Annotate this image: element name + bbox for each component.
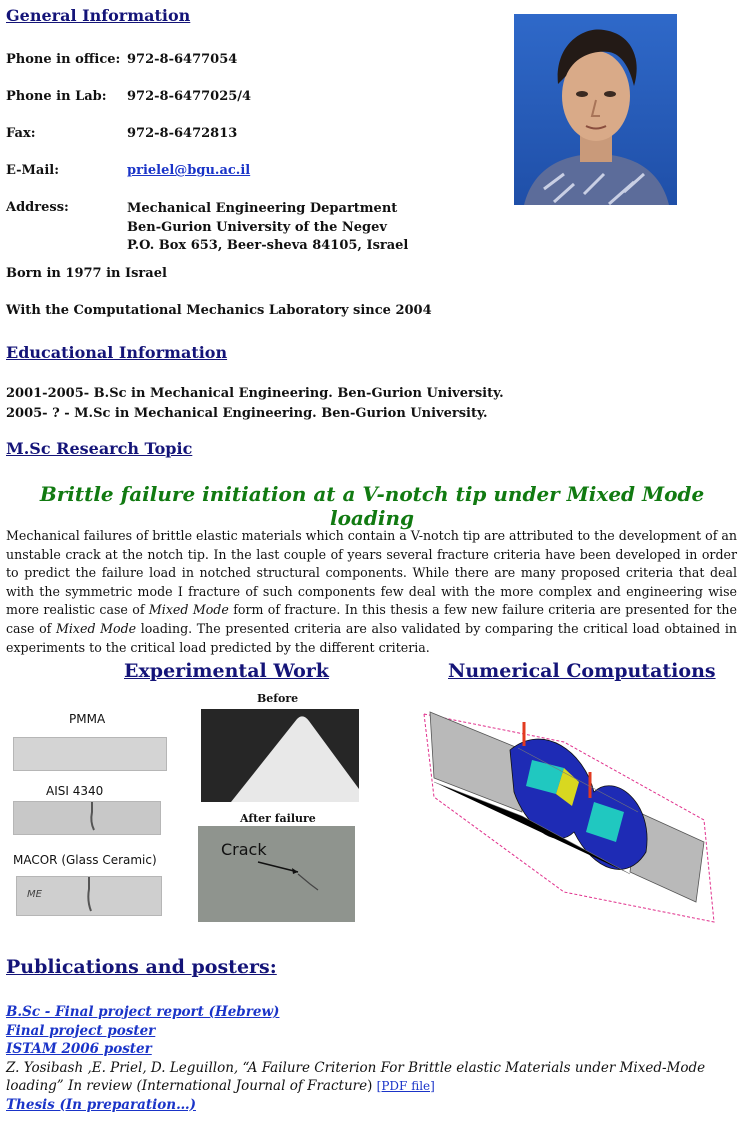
sample-label-aisi: AISI 4340 bbox=[46, 784, 104, 798]
phone-lab-label: Phone in Lab: bbox=[6, 89, 107, 104]
paper-citation bbox=[6, 1059, 736, 1096]
address-block bbox=[127, 200, 408, 256]
phone-office-label: Phone in office: bbox=[6, 52, 121, 67]
fax-value: 972-8-6472813 bbox=[127, 126, 238, 141]
education-line-1: 2001-2005- B.Sc in Mechanical Engineering. Ben-Gurion University. bbox=[6, 386, 504, 401]
before-label: Before bbox=[257, 692, 299, 705]
after-failure-label: After failure bbox=[240, 812, 316, 825]
macor-specimen-image bbox=[16, 876, 162, 916]
experimental-heading: Experimental Work bbox=[124, 660, 329, 682]
education-line-2: 2005- ? - M.Sc in Mechanical Engineering. Ben-Gurion University. bbox=[6, 406, 488, 421]
abstract-part-1: Mechanical failures of brittle elastic materials which contain a V-notch tip are attributed to the development of an unstable crack at the notch tip. In the last couple of years several fracture criteria have been developed in order to predict the failure load in notched structural components. While there are many proposed criteria that deal with the symmetric mode I fracture of such components few deal with the more complex and engineering wise more realistic case of bbox=[6, 528, 737, 618]
address-label: Address: bbox=[6, 200, 69, 215]
education-heading: Educational Information bbox=[6, 343, 228, 362]
pmma-specimen-image bbox=[13, 737, 167, 771]
fe-model-image bbox=[414, 702, 724, 934]
research-abstract bbox=[6, 527, 737, 657]
thesis-link[interactable]: Thesis (In preparation…) bbox=[6, 1096, 196, 1113]
bsc-report-link[interactable]: B.Sc - Final project report (Hebrew) bbox=[6, 1004, 280, 1020]
address-line-2: Ben-Gurion University of the Negev bbox=[127, 219, 387, 235]
aisi-specimen-image bbox=[13, 801, 161, 835]
research-title: Brittle failure initiation at a V-notch tip under Mixed Mode loading bbox=[39, 482, 705, 530]
sample-label-pmma: PMMA bbox=[69, 712, 106, 726]
final-poster-link[interactable]: Final project poster bbox=[6, 1022, 156, 1039]
fax-label: Fax: bbox=[6, 126, 36, 141]
abstract-part-3: loading. The presented criteria are also validated by comparing the critical load obtained in experiments to the critical load predicted by the different criteria. bbox=[6, 620, 737, 655]
mixed-mode-term-1: Mixed Mode bbox=[148, 602, 229, 618]
phone-lab-value: 972-8-6477025/4 bbox=[127, 89, 252, 104]
macor-specimen-mark: ME bbox=[27, 889, 42, 900]
pdf-file-link[interactable]: [PDF file] bbox=[376, 1079, 435, 1093]
research-heading: M.Sc Research Topic bbox=[6, 439, 193, 458]
numerical-heading: Numerical Computations bbox=[448, 660, 716, 682]
istam-poster-link[interactable]: ISTAM 2006 poster bbox=[6, 1041, 152, 1057]
lab-text: With the Computational Mechanics Laboratory since 2004 bbox=[6, 303, 432, 318]
sample-label-macor: MACOR (Glass Ceramic) bbox=[13, 853, 157, 867]
publications-list bbox=[6, 1003, 736, 1114]
born-text: Born in 1977 in Israel bbox=[6, 266, 167, 281]
email-link[interactable]: prielel@bgu.ac.il bbox=[127, 163, 251, 178]
phone-office-value: 972-8-6477054 bbox=[127, 52, 238, 67]
address-line-1: Mechanical Engineering Department bbox=[127, 201, 398, 216]
abstract-part-2: form of fracture. In this thesis a few new failure criteria are presented for the case of bbox=[6, 602, 737, 636]
general-info-heading: General Information bbox=[6, 6, 191, 25]
portrait-photo bbox=[514, 14, 677, 205]
citation-text: Z. Yosibash ,E. Priel, D. Leguillon, “A Failure Criterion For Brittle elastic Materials under Mixed-Mode loading” In review (International Journal of Fracture bbox=[6, 1059, 706, 1094]
citation-close: ) bbox=[367, 1078, 377, 1094]
crack-annotation: Crack bbox=[221, 840, 267, 859]
publications-heading: Publications and posters: bbox=[6, 956, 277, 978]
after-failure-image bbox=[198, 826, 355, 922]
before-notch-image bbox=[201, 709, 359, 802]
email-label: E-Mail: bbox=[6, 163, 60, 178]
address-line-3: P.O. Box 653, Beer-sheva 84105, Israel bbox=[127, 238, 409, 253]
mixed-mode-term-2: Mixed Mode bbox=[55, 620, 137, 636]
